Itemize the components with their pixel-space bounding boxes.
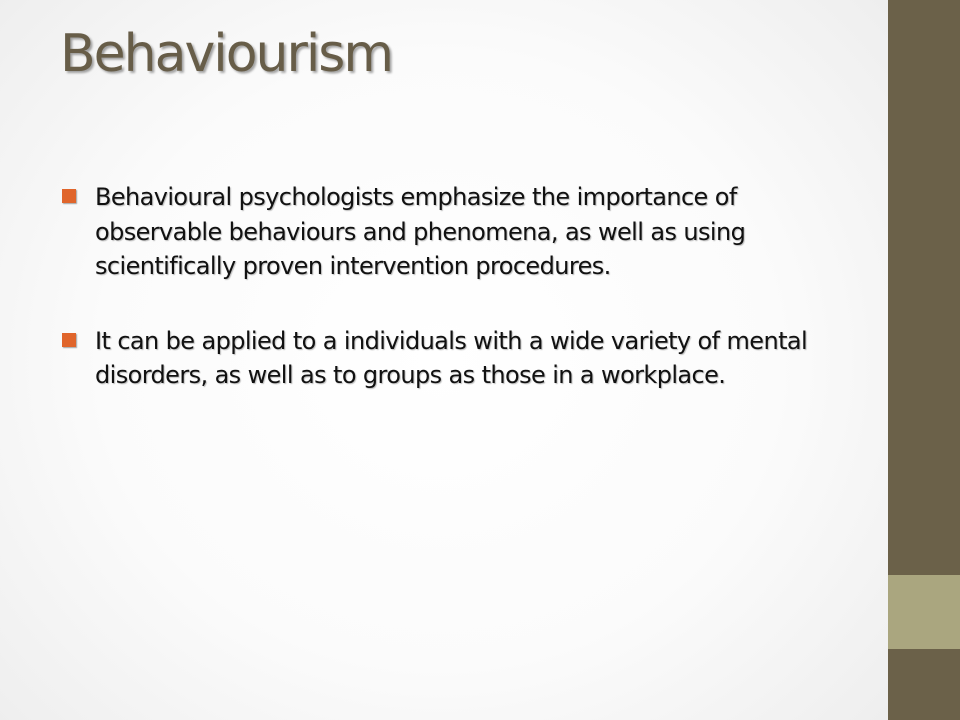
bullet-item [62,324,852,393]
slide-title: Behaviourism [60,24,393,84]
bullet-text: It can be applied to a individuals with a wide variety of mental disorders, as well as to groups as those in a workplace. [95,326,808,389]
bullet-item [62,180,852,284]
bullet-text: Behavioural psychologists emphasize the importance of observable behaviours and phenomena, as well as using scientifically proven intervention procedures. [95,183,746,280]
square-bullet-icon [62,333,76,347]
square-bullet-icon [62,189,76,203]
bullet-list [62,180,852,433]
sidebar-accent-block [888,575,960,649]
